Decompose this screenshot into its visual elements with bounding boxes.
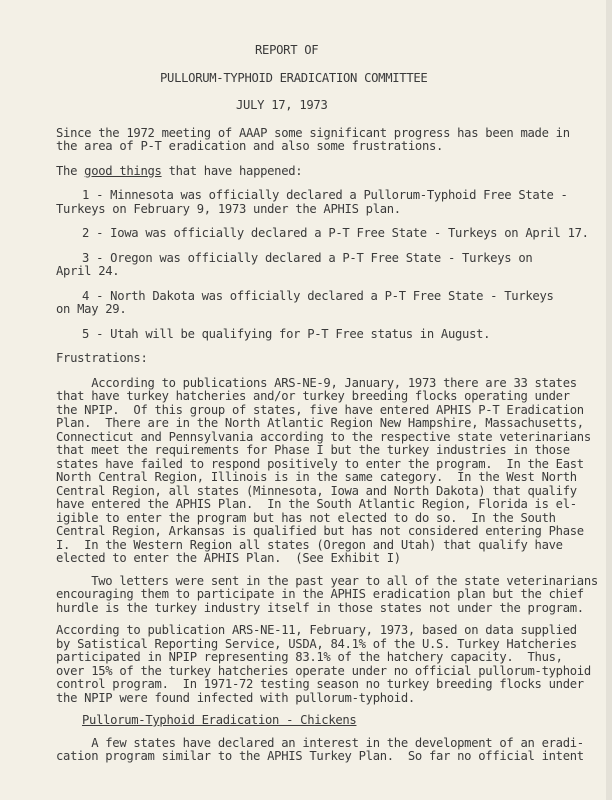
paragraph-line: igible to enter the program but has not elected to do so. In the South: [56, 510, 556, 525]
intro-line: Since the 1972 meeting of AAAP some significant progress has been made in: [56, 125, 570, 140]
list-item: [56, 290, 608, 317]
frustrations-heading: Frustrations:: [56, 351, 148, 365]
intro-line: the area of P-T eradication and also some frustrations.: [56, 139, 444, 153]
paragraph-line: cation program similar to the APHIS Turkey Plan. So far no official intent: [56, 749, 584, 763]
chickens-paragraph: [56, 737, 608, 764]
committee-title: PULLORUM-TYPHOID ERADICATION COMMITTEE: [160, 70, 428, 85]
paragraph-line: participated in NPIP representing 83.1% of the hatchery capacity. Thus,: [56, 650, 563, 664]
paragraph-line: that meet the requirements for Phase I but the turkey industries in those: [56, 443, 570, 457]
paragraph-line: by Satistical Reporting Service, USDA, 84.1% of the U.S. Turkey Hatcheries: [56, 636, 577, 651]
paragraph-line: North Central Region, Illinois is in the same category. In the West North: [56, 470, 577, 484]
good-things-prefix: The: [56, 163, 85, 178]
good-things-underlined: good things: [84, 163, 162, 178]
ars-ne-11-paragraph: [56, 624, 608, 705]
report-date: JULY 17, 1973: [236, 98, 328, 112]
paragraph-line: the NPIP were found infected with pullorum-typhoid.: [56, 690, 415, 705]
paragraph-line: hurdle is the turkey industry itself in those states not under the program.: [56, 600, 584, 615]
paragraph-line: Central Region, all states (Minnesota, Iowa and North Dakota) that qualify: [56, 483, 577, 498]
paragraph-line: that have turkey hatcheries and/or turkey breeding flocks operating under: [56, 389, 570, 403]
paragraph-line: over 15% of the turkey hatcheries operate under no official pullorum-typhoid: [56, 663, 591, 678]
paragraph-line: elected to enter the APHIS Plan. (See Exhibit I): [56, 551, 401, 565]
list-item-line: 4 - North Dakota was officially declared a P-T Free State - Turkeys: [82, 288, 554, 303]
report-heading: REPORT OF: [255, 43, 319, 57]
paragraph-line: I. In the Western Region all states (Oregon and Utah) that qualify have: [56, 537, 563, 552]
list-item-line: 3 - Oregon was officially declared a P-T Free State - Turkeys on: [82, 250, 533, 265]
list-item-line: April 24.: [56, 264, 120, 278]
paragraph-line: encouraging them to participate in the APHIS eradication plan but the chief: [56, 587, 584, 601]
paragraph-line: control program. In 1971-72 testing season no turkey breeding flocks under: [56, 677, 584, 691]
list-item-line: on May 29.: [56, 302, 127, 316]
good-things-suffix: that have happened:: [161, 163, 303, 178]
list-item-line: 1 - Minnesota was officially declared a Pullorum-Typhoid Free State -: [82, 188, 568, 202]
list-item-line: Turkeys on February 9, 1973 under the APHIS plan.: [56, 201, 401, 216]
paragraph-line: Two letters were sent in the past year to all of the state veterinarians: [56, 573, 598, 588]
paragraph-line: the NPIP. Of this group of states, five have entered APHIS P-T Eradication: [56, 402, 584, 417]
list-item-line: 2 - Iowa was officially declared a P-T Free State - Turkeys on April 17.: [82, 226, 589, 240]
list-item-line: 5 - Utah will be qualifying for P-T Free status in August.: [82, 326, 491, 341]
good-things-heading: [56, 165, 608, 179]
paragraph-line: states have failed to respond positively to enter the program. In the East: [56, 456, 584, 471]
list-item: [56, 189, 608, 216]
document-page: [56, 44, 608, 764]
paragraph-line: According to publications ARS-NE-9, January, 1973 there are 33 states: [56, 375, 577, 390]
paragraph-line: have entered the APHIS Plan. In the South Atlantic Region, Florida is el-: [56, 497, 577, 511]
chickens-heading: [56, 714, 608, 728]
intro-paragraph: [56, 127, 608, 154]
list-item: [56, 252, 608, 279]
paragraph-line: Central Region, Arkansas is qualified but has not considered entering Phase: [56, 524, 584, 538]
frustrations-paragraph: [56, 377, 608, 566]
list-item: [56, 227, 608, 241]
paragraph-line: A few states have declared an interest in the development of an eradi-: [56, 735, 584, 750]
letters-paragraph: [56, 575, 608, 616]
paragraph-line: Plan. There are in the North Atlantic Region New Hampshire, Massachusetts,: [56, 416, 584, 430]
list-item: [56, 328, 608, 342]
paragraph-line: Connecticut and Pennsylvania according to the respective state veterinarians: [56, 429, 591, 444]
chickens-heading-text: Pullorum-Typhoid Eradication - Chickens: [82, 713, 357, 727]
paragraph-line: According to publication ARS-NE-11, February, 1973, based on data supplied: [56, 623, 577, 637]
